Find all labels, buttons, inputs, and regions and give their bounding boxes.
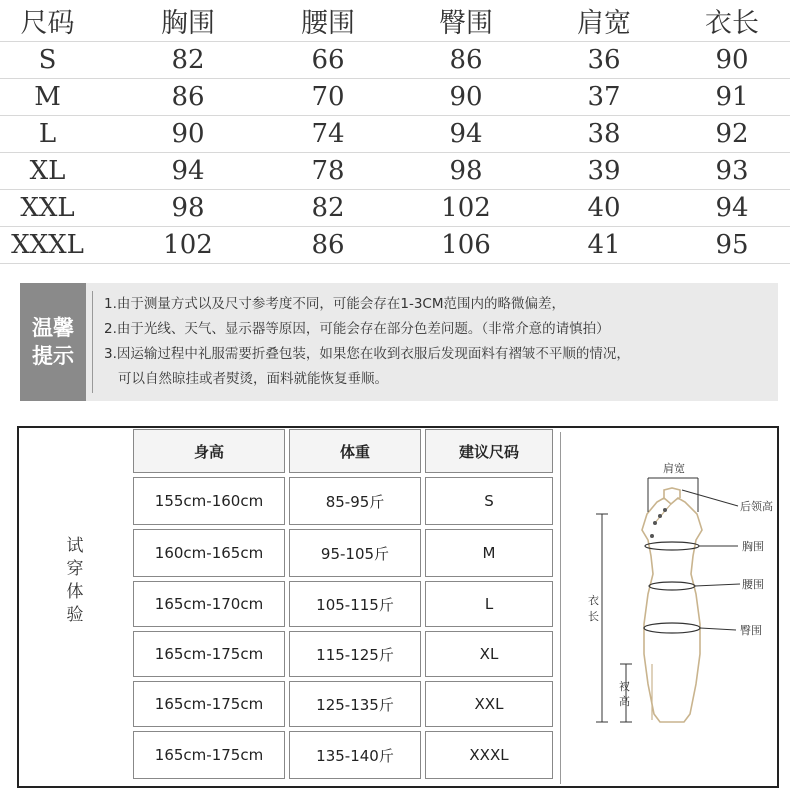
bust-cell: 94 <box>171 156 205 186</box>
hip-cell: 94 <box>449 119 483 149</box>
notice-divider <box>92 291 93 393</box>
shoulder-cell: 38 <box>587 119 621 149</box>
fitting-weight-cell: 115-125斤 <box>289 631 421 677</box>
size-cell: XXXL <box>11 230 84 260</box>
notice-label-line1: 温馨 <box>32 316 74 340</box>
waist-cell: 66 <box>311 45 345 75</box>
header-hip: 臀围 <box>439 8 493 39</box>
fitting-size-cell: XXXL <box>425 731 553 779</box>
notice-line-1: 1.由于测量方式以及尺寸参考度不同，可能会存在1-3CM范围内的略微偏差， <box>104 296 566 312</box>
dress-diagram <box>568 432 774 784</box>
shoulder-cell: 37 <box>587 82 621 112</box>
notice-text <box>104 292 774 392</box>
slit-label-1: 衩 <box>619 680 630 693</box>
fitting-size-cell: M <box>425 529 553 577</box>
hip-cell: 98 <box>449 156 483 186</box>
bust-cell: 102 <box>163 230 213 260</box>
shoulder-label: 肩宽 <box>663 462 685 475</box>
notice-label-line2: 提示 <box>32 344 74 368</box>
fitting-divider <box>560 432 561 784</box>
shoulder-cell: 36 <box>587 45 621 75</box>
length-label-2: 长 <box>588 610 599 623</box>
table-row <box>0 190 790 227</box>
notice-label <box>20 283 86 401</box>
fitting-size-cell: XL <box>425 631 553 677</box>
fitting-label-char: 体 <box>66 582 84 602</box>
fitting-height-cell: 165cm-170cm <box>133 581 285 627</box>
header-length: 衣长 <box>705 8 759 39</box>
table-row <box>0 79 790 116</box>
fitting-height-cell: 165cm-175cm <box>133 681 285 727</box>
size-cell: L <box>38 119 57 149</box>
size-table-header <box>0 0 790 42</box>
hip-cell: 90 <box>449 82 483 112</box>
fitting-weight-cell: 105-115斤 <box>289 581 421 627</box>
header-bust: 胸围 <box>161 8 215 39</box>
fitting-height-cell: 160cm-165cm <box>133 529 285 577</box>
fitting-height-cell: 155cm-160cm <box>133 477 285 525</box>
size-table <box>0 0 790 264</box>
shoulder-cell: 41 <box>587 230 621 260</box>
fitting-header-weight: 体重 <box>289 429 421 473</box>
hip-cell: 86 <box>449 45 483 75</box>
fitting-size-cell: XXL <box>425 681 553 727</box>
header-waist: 腰围 <box>301 8 355 39</box>
length-cell: 93 <box>715 156 749 186</box>
fitting-table <box>133 429 553 783</box>
length-cell: 91 <box>715 82 749 112</box>
fitting-panel <box>17 426 779 788</box>
fitting-label-char: 试 <box>66 536 84 556</box>
fitting-size-cell: S <box>425 477 553 525</box>
table-row <box>0 116 790 153</box>
fitting-height-cell: 165cm-175cm <box>133 631 285 677</box>
length-cell: 92 <box>715 119 749 149</box>
length-label-1: 衣 <box>588 594 599 607</box>
size-cell: S <box>38 45 57 75</box>
bust-cell: 86 <box>171 82 205 112</box>
fitting-weight-cell: 95-105斤 <box>289 529 421 577</box>
table-row <box>0 42 790 79</box>
shoulder-cell: 39 <box>587 156 621 186</box>
waist-label: 腰围 <box>742 578 764 591</box>
header-shoulder: 肩宽 <box>577 8 631 39</box>
table-row <box>0 153 790 190</box>
fitting-header-height: 身高 <box>133 429 285 473</box>
table-row <box>0 227 790 264</box>
notice-line-2: 2.由于光线、天气、显示器等原因，可能会存在部分色差问题。（非常介意的请慎拍） <box>104 321 610 337</box>
notice-line-3: 3.因运输过程中礼服需要折叠包装，如果您在收到衣服后发现面料有褶皱不平顺的情况， <box>104 346 630 362</box>
fitting-label <box>57 535 93 627</box>
bust-cell: 98 <box>171 193 205 223</box>
dress-outline-icon <box>568 432 774 784</box>
collar-height-label: 后领高 <box>740 500 773 513</box>
header-size: 尺码 <box>20 8 75 39</box>
notice-line-4: 可以自然晾挂或者熨烫，面料就能恢复垂顺。 <box>118 371 388 387</box>
slit-label-2: 高 <box>619 695 630 708</box>
bust-label: 胸围 <box>742 540 764 553</box>
fitting-height-cell: 165cm-175cm <box>133 731 285 779</box>
waist-cell: 82 <box>311 193 345 223</box>
waist-cell: 78 <box>311 156 345 186</box>
notice-box <box>20 283 778 401</box>
hip-cell: 102 <box>441 193 491 223</box>
length-cell: 95 <box>715 230 749 260</box>
shoulder-cell: 40 <box>587 193 621 223</box>
waist-cell: 86 <box>311 230 345 260</box>
length-cell: 94 <box>715 193 749 223</box>
hip-cell: 106 <box>441 230 491 260</box>
waist-cell: 74 <box>311 119 345 149</box>
fitting-size-cell: L <box>425 581 553 627</box>
size-cell: M <box>34 82 61 112</box>
hip-label: 臀围 <box>740 624 762 637</box>
fitting-weight-cell: 85-95斤 <box>289 477 421 525</box>
size-cell: XXL <box>20 193 75 223</box>
size-cell: XL <box>29 156 66 186</box>
fitting-weight-cell: 125-135斤 <box>289 681 421 727</box>
fitting-weight-cell: 135-140斤 <box>289 731 421 779</box>
fitting-label-char: 验 <box>66 605 84 625</box>
bust-cell: 82 <box>171 45 205 75</box>
bust-cell: 90 <box>171 119 205 149</box>
length-cell: 90 <box>715 45 749 75</box>
waist-cell: 70 <box>311 82 345 112</box>
fitting-label-char: 穿 <box>66 559 84 579</box>
fitting-header-size: 建议尺码 <box>425 429 553 473</box>
